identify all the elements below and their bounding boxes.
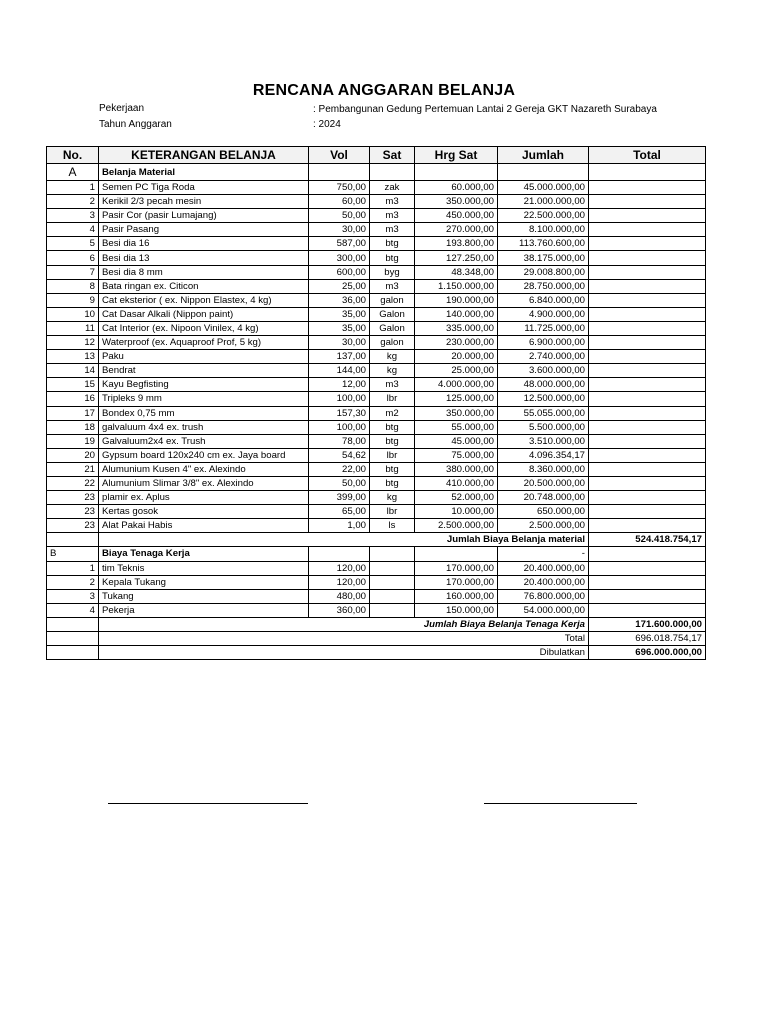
section-a-subtotal-value: 524.418.754,17 (589, 533, 706, 547)
item-hrg-sat: 25.000,00 (415, 364, 498, 378)
table-row (47, 476, 706, 490)
table-row (47, 603, 706, 617)
empty-cell (589, 164, 706, 181)
item-keterangan: Kayu Begfisting (99, 378, 309, 392)
item-jumlah: 3.600.000,00 (498, 364, 589, 378)
item-keterangan: Pekerja (99, 603, 309, 617)
item-no: 6 (47, 251, 99, 265)
item-vol: 60,00 (309, 195, 370, 209)
header-keterangan: KETERANGAN BELANJA (99, 147, 309, 164)
item-vol: 1,00 (309, 519, 370, 533)
item-hrg-sat: 160.000,00 (415, 589, 498, 603)
item-hrg-sat: 52.000,00 (415, 491, 498, 505)
item-sat: m3 (370, 195, 415, 209)
table-row (47, 237, 706, 251)
signature-line-left (108, 803, 308, 804)
item-sat: ls (370, 519, 415, 533)
item-keterangan: tim Teknis (99, 561, 309, 575)
item-total (589, 434, 706, 448)
item-hrg-sat: 20.000,00 (415, 350, 498, 364)
item-jumlah: 55.055.000,00 (498, 406, 589, 420)
section-b-letter: B (47, 547, 99, 561)
table-row (47, 589, 706, 603)
item-vol: 54,62 (309, 448, 370, 462)
item-total (589, 420, 706, 434)
item-hrg-sat: 350.000,00 (415, 406, 498, 420)
item-total (589, 321, 706, 335)
pekerjaan-label: Pekerjaan (99, 103, 145, 114)
item-jumlah: 4.096.354,17 (498, 448, 589, 462)
item-keterangan: Kepala Tukang (99, 575, 309, 589)
header-vol: Vol (309, 147, 370, 164)
item-vol: 22,00 (309, 462, 370, 476)
item-hrg-sat: 48.348,00 (415, 265, 498, 279)
item-keterangan: Paku (99, 350, 309, 364)
item-vol: 100,00 (309, 420, 370, 434)
item-hrg-sat: 170.000,00 (415, 561, 498, 575)
item-sat: kg (370, 350, 415, 364)
item-total (589, 237, 706, 251)
item-hrg-sat: 55.000,00 (415, 420, 498, 434)
item-jumlah: 2.740.000,00 (498, 350, 589, 364)
empty-cell (309, 547, 370, 561)
item-keterangan: Tukang (99, 589, 309, 603)
item-sat: m2 (370, 406, 415, 420)
table-row (47, 378, 706, 392)
section-a-subtotal-row (47, 533, 706, 547)
item-keterangan: Waterproof (ex. Aquaproof Prof, 5 kg) (99, 336, 309, 350)
table-row (47, 265, 706, 279)
item-no: 20 (47, 448, 99, 462)
empty-cell (370, 164, 415, 181)
item-keterangan: Besi dia 8 mm (99, 265, 309, 279)
item-jumlah: 48.000.000,00 (498, 378, 589, 392)
item-no: 9 (47, 293, 99, 307)
item-vol: 120,00 (309, 561, 370, 575)
pekerjaan-value: : Pembangunan Gedung Pertemuan Lantai 2 Gereja GKT Nazareth Surabaya (313, 104, 657, 115)
section-b-subtotal-value: 171.600.000,00 (589, 617, 706, 631)
item-hrg-sat: 45.000,00 (415, 434, 498, 448)
section-b-subtotal-row (47, 617, 706, 631)
total-label: Total (99, 632, 589, 646)
item-hrg-sat: 60.000,00 (415, 181, 498, 195)
item-no: 17 (47, 406, 99, 420)
item-sat: zak (370, 181, 415, 195)
empty-cell (498, 164, 589, 181)
table-row (47, 392, 706, 406)
item-vol: 30,00 (309, 336, 370, 350)
item-no: 21 (47, 462, 99, 476)
item-total (589, 575, 706, 589)
item-no: 13 (47, 350, 99, 364)
item-hrg-sat: 450.000,00 (415, 209, 498, 223)
item-vol: 35,00 (309, 321, 370, 335)
item-hrg-sat: 410.000,00 (415, 476, 498, 490)
item-total (589, 505, 706, 519)
item-sat: btg (370, 434, 415, 448)
item-hrg-sat: 140.000,00 (415, 307, 498, 321)
item-keterangan: Alat Pakai Habis (99, 519, 309, 533)
item-no: 4 (47, 603, 99, 617)
item-hrg-sat: 380.000,00 (415, 462, 498, 476)
item-vol: 35,00 (309, 307, 370, 321)
item-no: 2 (47, 575, 99, 589)
item-total (589, 378, 706, 392)
item-sat: btg (370, 251, 415, 265)
item-total (589, 307, 706, 321)
header-hrg-sat: Hrg Sat (415, 147, 498, 164)
item-no: 3 (47, 209, 99, 223)
item-sat: galon (370, 293, 415, 307)
rounded-value: 696.000.000,00 (589, 646, 706, 660)
item-total (589, 364, 706, 378)
item-hrg-sat: 170.000,00 (415, 575, 498, 589)
item-vol: 750,00 (309, 181, 370, 195)
item-no: 19 (47, 434, 99, 448)
item-vol: 360,00 (309, 603, 370, 617)
item-keterangan: Tripleks 9 mm (99, 392, 309, 406)
header-sat: Sat (370, 147, 415, 164)
item-sat: btg (370, 476, 415, 490)
item-total (589, 265, 706, 279)
empty-cell (47, 617, 99, 631)
item-no: 16 (47, 392, 99, 406)
section-a-title: Belanja Material (99, 164, 309, 181)
item-sat: byg (370, 265, 415, 279)
item-jumlah: 650.000,00 (498, 505, 589, 519)
item-jumlah: 5.500.000,00 (498, 420, 589, 434)
table-row (47, 209, 706, 223)
item-no: 23 (47, 491, 99, 505)
item-keterangan: Galvaluum2x4 ex. Trush (99, 434, 309, 448)
item-sat: m3 (370, 378, 415, 392)
item-keterangan: Pasir Pasang (99, 223, 309, 237)
tahun-label: Tahun Anggaran (99, 119, 172, 130)
table-row (47, 293, 706, 307)
item-jumlah: 113.760.600,00 (498, 237, 589, 251)
item-jumlah: 4.900.000,00 (498, 307, 589, 321)
item-vol: 157,30 (309, 406, 370, 420)
empty-cell (47, 533, 99, 547)
item-sat (370, 603, 415, 617)
item-jumlah: 54.000.000,00 (498, 603, 589, 617)
item-vol: 600,00 (309, 265, 370, 279)
item-total (589, 603, 706, 617)
section-b-title: Biaya Tenaga Kerja (99, 547, 309, 561)
item-no: 23 (47, 505, 99, 519)
item-sat: btg (370, 237, 415, 251)
item-hrg-sat: 127.250,00 (415, 251, 498, 265)
empty-cell (415, 164, 498, 181)
item-jumlah: 12.500.000,00 (498, 392, 589, 406)
item-sat: m3 (370, 209, 415, 223)
budget-table (46, 146, 706, 660)
item-jumlah: 3.510.000,00 (498, 434, 589, 448)
table-row (47, 364, 706, 378)
item-jumlah: 6.840.000,00 (498, 293, 589, 307)
item-keterangan: Bondex 0,75 mm (99, 406, 309, 420)
item-hrg-sat: 1.150.000,00 (415, 279, 498, 293)
empty-cell (47, 646, 99, 660)
table-row (47, 195, 706, 209)
item-total (589, 195, 706, 209)
item-total (589, 223, 706, 237)
item-keterangan: Pasir Cor (pasir Lumajang) (99, 209, 309, 223)
item-vol: 50,00 (309, 476, 370, 490)
item-total (589, 589, 706, 603)
rounded-label: Dibulatkan (99, 646, 589, 660)
item-total (589, 491, 706, 505)
item-jumlah: 20.748.000,00 (498, 491, 589, 505)
item-jumlah: 8.100.000,00 (498, 223, 589, 237)
item-sat: lbr (370, 505, 415, 519)
item-no: 23 (47, 519, 99, 533)
item-keterangan: Cat Interior (ex. Nipoon Vinilex, 4 kg) (99, 321, 309, 335)
tahun-value: : 2024 (313, 119, 341, 130)
item-total (589, 209, 706, 223)
item-vol: 12,00 (309, 378, 370, 392)
empty-cell (47, 632, 99, 646)
item-sat: Galon (370, 321, 415, 335)
item-keterangan: Besi dia 13 (99, 251, 309, 265)
table-row (47, 321, 706, 335)
item-keterangan: Kerikil 2/3 pecah mesin (99, 195, 309, 209)
header-no: No. (47, 147, 99, 164)
item-total (589, 519, 706, 533)
item-total (589, 251, 706, 265)
item-hrg-sat: 335.000,00 (415, 321, 498, 335)
item-sat: galon (370, 336, 415, 350)
item-no: 15 (47, 378, 99, 392)
item-hrg-sat: 125.000,00 (415, 392, 498, 406)
item-keterangan: Cat Dasar Alkali (Nippon paint) (99, 307, 309, 321)
item-hrg-sat: 190.000,00 (415, 293, 498, 307)
item-vol: 587,00 (309, 237, 370, 251)
item-sat (370, 575, 415, 589)
table-row (47, 448, 706, 462)
header-total: Total (589, 147, 706, 164)
item-sat: lbr (370, 392, 415, 406)
table-row (47, 491, 706, 505)
item-keterangan: Besi dia 16 (99, 237, 309, 251)
item-sat: btg (370, 420, 415, 434)
item-no: 7 (47, 265, 99, 279)
item-hrg-sat: 4.000.000,00 (415, 378, 498, 392)
item-hrg-sat: 150.000,00 (415, 603, 498, 617)
item-jumlah: 22.500.000,00 (498, 209, 589, 223)
item-total (589, 293, 706, 307)
item-jumlah: 28.750.000,00 (498, 279, 589, 293)
item-hrg-sat: 10.000,00 (415, 505, 498, 519)
item-total (589, 561, 706, 575)
item-hrg-sat: 350.000,00 (415, 195, 498, 209)
item-no: 3 (47, 589, 99, 603)
item-jumlah: 76.800.000,00 (498, 589, 589, 603)
item-keterangan: Bata ringan ex. Citicon (99, 279, 309, 293)
item-total (589, 392, 706, 406)
table-row (47, 279, 706, 293)
item-no: 2 (47, 195, 99, 209)
table-row (47, 434, 706, 448)
table-row (47, 575, 706, 589)
table-row (47, 462, 706, 476)
item-vol: 65,00 (309, 505, 370, 519)
table-row (47, 223, 706, 237)
item-no: 5 (47, 237, 99, 251)
item-jumlah: 2.500.000,00 (498, 519, 589, 533)
item-total (589, 336, 706, 350)
item-keterangan: Alumunium Kusen 4" ex. Alexindo (99, 462, 309, 476)
signature-line-right (484, 803, 637, 804)
item-sat (370, 561, 415, 575)
item-jumlah: 38.175.000,00 (498, 251, 589, 265)
item-jumlah: 45.000.000,00 (498, 181, 589, 195)
item-sat: lbr (370, 448, 415, 462)
table-row (47, 307, 706, 321)
item-no: 10 (47, 307, 99, 321)
section-b-subtotal-label: Jumlah Biaya Belanja Tenaga Kerja (99, 617, 589, 631)
table-row (47, 350, 706, 364)
item-total (589, 448, 706, 462)
item-vol: 480,00 (309, 589, 370, 603)
item-vol: 120,00 (309, 575, 370, 589)
total-value: 696.018.754,17 (589, 632, 706, 646)
empty-cell (370, 547, 415, 561)
item-total (589, 406, 706, 420)
item-jumlah: 11.725.000,00 (498, 321, 589, 335)
table-row (47, 561, 706, 575)
item-keterangan: galvaluum 4x4 ex. trush (99, 420, 309, 434)
section-b-dash: - (498, 547, 589, 561)
item-keterangan: plamir ex. Aplus (99, 491, 309, 505)
item-no: 12 (47, 336, 99, 350)
item-vol: 300,00 (309, 251, 370, 265)
item-vol: 137,00 (309, 350, 370, 364)
item-keterangan: Semen PC Tiga Roda (99, 181, 309, 195)
item-no: 14 (47, 364, 99, 378)
section-a-letter: A (47, 164, 99, 181)
table-row (47, 251, 706, 265)
empty-cell (415, 547, 498, 561)
item-jumlah: 20.400.000,00 (498, 561, 589, 575)
item-total (589, 476, 706, 490)
document-title: RENCANA ANGGARAN BELANJA (252, 82, 516, 99)
item-vol: 25,00 (309, 279, 370, 293)
item-hrg-sat: 193.800,00 (415, 237, 498, 251)
item-jumlah: 20.400.000,00 (498, 575, 589, 589)
item-sat: Galon (370, 307, 415, 321)
item-jumlah: 6.900.000,00 (498, 336, 589, 350)
item-no: 1 (47, 181, 99, 195)
item-vol: 399,00 (309, 491, 370, 505)
item-total (589, 181, 706, 195)
item-sat: m3 (370, 223, 415, 237)
total-row (47, 632, 706, 646)
item-sat: m3 (370, 279, 415, 293)
item-vol: 50,00 (309, 209, 370, 223)
item-sat (370, 589, 415, 603)
item-no: 4 (47, 223, 99, 237)
table-row (47, 406, 706, 420)
item-hrg-sat: 75.000,00 (415, 448, 498, 462)
item-hrg-sat: 2.500.000,00 (415, 519, 498, 533)
item-jumlah: 29.008.800,00 (498, 265, 589, 279)
item-no: 18 (47, 420, 99, 434)
rounded-row (47, 646, 706, 660)
item-no: 8 (47, 279, 99, 293)
header-row (47, 147, 706, 164)
item-no: 11 (47, 321, 99, 335)
item-vol: 78,00 (309, 434, 370, 448)
item-sat: kg (370, 364, 415, 378)
item-keterangan: Alumunium Slimar 3/8" ex. Alexindo (99, 476, 309, 490)
item-no: 22 (47, 476, 99, 490)
item-sat: kg (370, 491, 415, 505)
table-row (47, 420, 706, 434)
empty-cell (589, 547, 706, 561)
table-row (47, 505, 706, 519)
item-vol: 30,00 (309, 223, 370, 237)
table-row (47, 181, 706, 195)
item-jumlah: 8.360.000,00 (498, 462, 589, 476)
item-vol: 100,00 (309, 392, 370, 406)
item-keterangan: Cat eksterior ( ex. Nippon Elastex, 4 kg) (99, 293, 309, 307)
table-row (47, 336, 706, 350)
item-vol: 144,00 (309, 364, 370, 378)
item-jumlah: 20.500.000,00 (498, 476, 589, 490)
item-total (589, 462, 706, 476)
item-sat: btg (370, 462, 415, 476)
item-jumlah: 21.000.000,00 (498, 195, 589, 209)
item-hrg-sat: 230.000,00 (415, 336, 498, 350)
item-total (589, 279, 706, 293)
item-hrg-sat: 270.000,00 (415, 223, 498, 237)
item-keterangan: Kertas gosok (99, 505, 309, 519)
section-b-header (47, 547, 706, 561)
item-no: 1 (47, 561, 99, 575)
item-vol: 36,00 (309, 293, 370, 307)
table-row (47, 519, 706, 533)
item-keterangan: Gypsum board 120x240 cm ex. Jaya board (99, 448, 309, 462)
empty-cell (309, 164, 370, 181)
section-a-header (47, 164, 706, 181)
header-jumlah: Jumlah (498, 147, 589, 164)
item-keterangan: Bendrat (99, 364, 309, 378)
section-a-subtotal-label: Jumlah Biaya Belanja material (99, 533, 589, 547)
item-total (589, 350, 706, 364)
